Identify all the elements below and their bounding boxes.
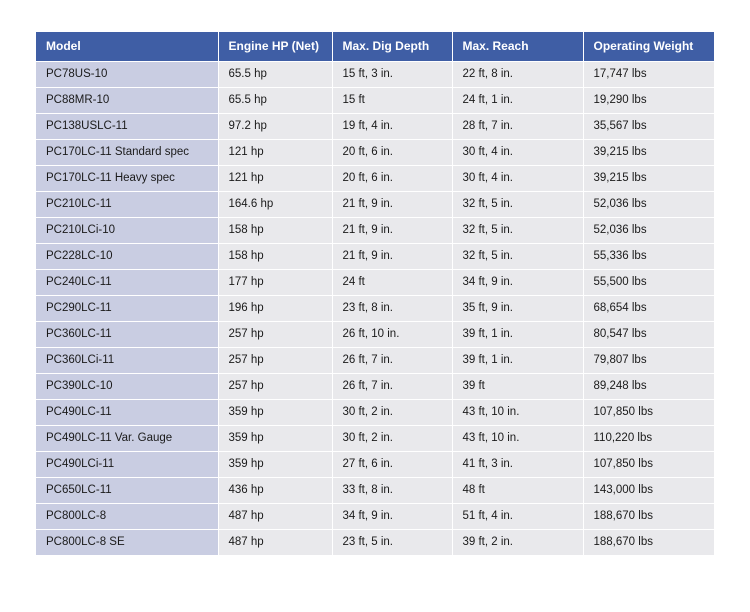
operating-weight-cell: 35,567 lbs [583, 113, 714, 139]
max-dig-depth-cell: 33 ft, 8 in. [332, 477, 452, 503]
model-cell: PC800LC-8 SE [36, 529, 218, 555]
max-dig-depth-cell: 30 ft, 2 in. [332, 399, 452, 425]
operating-weight-cell: 188,670 lbs [583, 503, 714, 529]
table-row [36, 139, 714, 165]
max-reach-cell: 32 ft, 5 in. [452, 217, 583, 243]
table-row [36, 217, 714, 243]
max-dig-depth-cell: 26 ft, 7 in. [332, 347, 452, 373]
max-reach-cell: 35 ft, 9 in. [452, 295, 583, 321]
engine-hp-cell: 436 hp [218, 477, 332, 503]
table-row [36, 373, 714, 399]
operating-weight-cell: 143,000 lbs [583, 477, 714, 503]
engine-hp-cell: 359 hp [218, 399, 332, 425]
max-reach-cell: 28 ft, 7 in. [452, 113, 583, 139]
max-reach-cell: 24 ft, 1 in. [452, 87, 583, 113]
model-cell: PC800LC-8 [36, 503, 218, 529]
model-cell: PC650LC-11 [36, 477, 218, 503]
max-reach-cell: 32 ft, 5 in. [452, 243, 583, 269]
max-dig-depth-cell: 21 ft, 9 in. [332, 191, 452, 217]
max-reach-cell: 51 ft, 4 in. [452, 503, 583, 529]
max-dig-depth-cell: 23 ft, 5 in. [332, 529, 452, 555]
max-reach-cell: 39 ft, 1 in. [452, 321, 583, 347]
max-dig-depth-cell: 34 ft, 9 in. [332, 503, 452, 529]
table-body [36, 61, 714, 555]
table-row [36, 425, 714, 451]
column-header-operating-weight: Operating Weight [583, 32, 714, 61]
max-dig-depth-cell: 15 ft [332, 87, 452, 113]
model-cell: PC88MR-10 [36, 87, 218, 113]
engine-hp-cell: 97.2 hp [218, 113, 332, 139]
max-reach-cell: 39 ft, 2 in. [452, 529, 583, 555]
model-cell: PC490LC-11 Var. Gauge [36, 425, 218, 451]
table-row [36, 321, 714, 347]
operating-weight-cell: 39,215 lbs [583, 165, 714, 191]
engine-hp-cell: 177 hp [218, 269, 332, 295]
table-row [36, 87, 714, 113]
operating-weight-cell: 107,850 lbs [583, 451, 714, 477]
engine-hp-cell: 196 hp [218, 295, 332, 321]
model-cell: PC210LC-11 [36, 191, 218, 217]
operating-weight-cell: 19,290 lbs [583, 87, 714, 113]
engine-hp-cell: 487 hp [218, 529, 332, 555]
model-cell: PC210LCi-10 [36, 217, 218, 243]
table-row [36, 243, 714, 269]
engine-hp-cell: 158 hp [218, 217, 332, 243]
max-reach-cell: 43 ft, 10 in. [452, 399, 583, 425]
operating-weight-cell: 79,807 lbs [583, 347, 714, 373]
table-row [36, 503, 714, 529]
max-reach-cell: 32 ft, 5 in. [452, 191, 583, 217]
model-cell: PC78US-10 [36, 61, 218, 87]
engine-hp-cell: 121 hp [218, 165, 332, 191]
operating-weight-cell: 55,500 lbs [583, 269, 714, 295]
max-reach-cell: 30 ft, 4 in. [452, 139, 583, 165]
max-dig-depth-cell: 30 ft, 2 in. [332, 425, 452, 451]
engine-hp-cell: 257 hp [218, 373, 332, 399]
column-header-model: Model [36, 32, 218, 61]
engine-hp-cell: 257 hp [218, 347, 332, 373]
max-reach-cell: 22 ft, 8 in. [452, 61, 583, 87]
model-cell: PC390LC-10 [36, 373, 218, 399]
engine-hp-cell: 164.6 hp [218, 191, 332, 217]
table-row [36, 451, 714, 477]
operating-weight-cell: 17,747 lbs [583, 61, 714, 87]
engine-hp-cell: 487 hp [218, 503, 332, 529]
max-dig-depth-cell: 21 ft, 9 in. [332, 217, 452, 243]
max-dig-depth-cell: 19 ft, 4 in. [332, 113, 452, 139]
max-reach-cell: 34 ft, 9 in. [452, 269, 583, 295]
max-dig-depth-cell: 20 ft, 6 in. [332, 139, 452, 165]
max-dig-depth-cell: 23 ft, 8 in. [332, 295, 452, 321]
engine-hp-cell: 65.5 hp [218, 87, 332, 113]
model-cell: PC490LCi-11 [36, 451, 218, 477]
max-dig-depth-cell: 26 ft, 10 in. [332, 321, 452, 347]
engine-hp-cell: 359 hp [218, 425, 332, 451]
column-header-engine-hp: Engine HP (Net) [218, 32, 332, 61]
operating-weight-cell: 188,670 lbs [583, 529, 714, 555]
operating-weight-cell: 89,248 lbs [583, 373, 714, 399]
max-dig-depth-cell: 24 ft [332, 269, 452, 295]
model-cell: PC360LC-11 [36, 321, 218, 347]
excavator-spec-table [36, 32, 714, 556]
table-header [36, 32, 714, 61]
model-cell: PC170LC-11 Standard spec [36, 139, 218, 165]
table-row [36, 269, 714, 295]
max-dig-depth-cell: 21 ft, 9 in. [332, 243, 452, 269]
operating-weight-cell: 110,220 lbs [583, 425, 714, 451]
max-dig-depth-cell: 20 ft, 6 in. [332, 165, 452, 191]
engine-hp-cell: 158 hp [218, 243, 332, 269]
engine-hp-cell: 257 hp [218, 321, 332, 347]
max-reach-cell: 41 ft, 3 in. [452, 451, 583, 477]
operating-weight-cell: 52,036 lbs [583, 217, 714, 243]
operating-weight-cell: 80,547 lbs [583, 321, 714, 347]
model-cell: PC228LC-10 [36, 243, 218, 269]
max-reach-cell: 30 ft, 4 in. [452, 165, 583, 191]
table-row [36, 165, 714, 191]
max-reach-cell: 39 ft [452, 373, 583, 399]
operating-weight-cell: 68,654 lbs [583, 295, 714, 321]
max-dig-depth-cell: 27 ft, 6 in. [332, 451, 452, 477]
table-row [36, 347, 714, 373]
model-cell: PC290LC-11 [36, 295, 218, 321]
table-row [36, 113, 714, 139]
column-header-max-dig-depth: Max. Dig Depth [332, 32, 452, 61]
operating-weight-cell: 107,850 lbs [583, 399, 714, 425]
max-reach-cell: 48 ft [452, 477, 583, 503]
table-row [36, 191, 714, 217]
operating-weight-cell: 39,215 lbs [583, 139, 714, 165]
column-header-max-reach: Max. Reach [452, 32, 583, 61]
model-cell: PC360LCi-11 [36, 347, 218, 373]
table-row [36, 61, 714, 87]
model-cell: PC170LC-11 Heavy spec [36, 165, 218, 191]
header-row [36, 32, 714, 61]
max-dig-depth-cell: 26 ft, 7 in. [332, 373, 452, 399]
table-row [36, 399, 714, 425]
engine-hp-cell: 121 hp [218, 139, 332, 165]
operating-weight-cell: 52,036 lbs [583, 191, 714, 217]
max-reach-cell: 43 ft, 10 in. [452, 425, 583, 451]
engine-hp-cell: 65.5 hp [218, 61, 332, 87]
engine-hp-cell: 359 hp [218, 451, 332, 477]
operating-weight-cell: 55,336 lbs [583, 243, 714, 269]
model-cell: PC240LC-11 [36, 269, 218, 295]
table-row [36, 529, 714, 555]
model-cell: PC490LC-11 [36, 399, 218, 425]
table-row [36, 295, 714, 321]
max-reach-cell: 39 ft, 1 in. [452, 347, 583, 373]
model-cell: PC138USLC-11 [36, 113, 218, 139]
table-row [36, 477, 714, 503]
max-dig-depth-cell: 15 ft, 3 in. [332, 61, 452, 87]
